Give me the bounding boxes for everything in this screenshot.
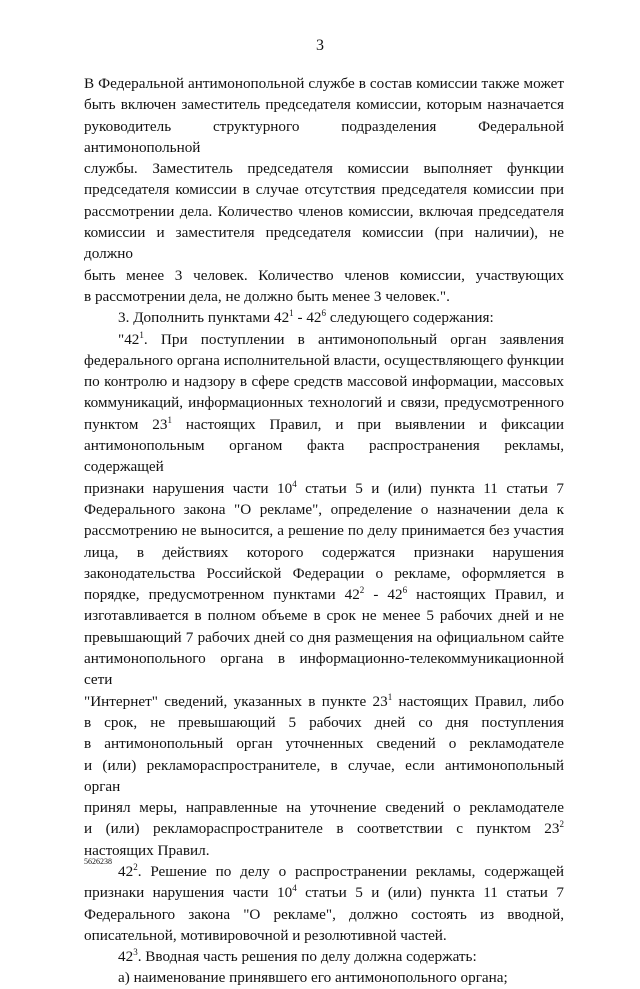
document-body: [84, 73, 564, 989]
text-line: принял меры, направленные на уточнение сведений о рекламодателе: [84, 799, 564, 817]
text-line: Федерального закона "О рекламе", определение о назначении дела к: [84, 500, 564, 518]
text-line: признаки нарушения части $10^4$ статьи 5 и (или) пункта 11 статьи 7: [84, 478, 564, 497]
text-line: коммуникаций, информационных технологий и связи, предусмотренного: [84, 394, 564, 412]
text-line: 3. Дополнить пунктами $42^1 - 42^6$ следующего содержания:: [118, 308, 494, 327]
text-line: В Федеральной антимонопольной службе в состав комиссии также может: [84, 75, 564, 92]
text-line: изготавливается в полном объеме в срок не менее 5 рабочих дней и не: [84, 607, 564, 625]
text-line: в рассмотрении дела, не должно быть менее 3 человек.".: [84, 287, 450, 305]
text-line: "$42^1$. При поступлении в антимонопольный орган заявления: [118, 329, 564, 348]
text-line: антимонопольным органом факта распространения рекламы, содержащей: [84, 437, 564, 476]
text-line: рассмотрению не выносится, а решение по делу принимается без участия: [84, 522, 564, 540]
text-line: признаки нарушения части $10^4$ статьи 5 и (или) пункта 11 статьи 7: [84, 883, 564, 902]
page-number: 3: [316, 37, 324, 54]
text-line: комиссии и заместителя председателя комиссии (при наличии), не должно: [84, 224, 564, 263]
text-line: рассмотрении дела. Количество членов комиссии, включая председателя: [84, 202, 564, 220]
text-line: пунктом $23^1$ настоящих Правил, и при выявлении и фиксации: [84, 414, 564, 433]
text-line: а) наименование принявшего его антимонопольного органа;: [118, 969, 508, 987]
text-line: в антимонопольный орган уточненных сведений о рекламодателе: [84, 735, 564, 753]
text-line: "Интернет" сведений, указанных в пункте $23^1$ настоящих Правил, либо: [84, 691, 564, 710]
text-line: лица, в действиях которого содержатся признаки нарушения: [84, 543, 564, 561]
text-line: $42^3$. Вводная часть решения по делу должна содержать:: [118, 947, 477, 966]
text-line: $42^2$. Решение по делу о распространении рекламы, содержащей: [118, 861, 564, 880]
text-line: службы. Заместитель председателя комиссии выполняет функции: [84, 160, 564, 178]
text-line: по контролю и надзору в сфере средств массовой информации, массовых: [84, 373, 564, 391]
text-line: руководитель структурного подразделения Федеральной антимонопольной: [84, 117, 564, 156]
text-line: и (или) рекламораспространителе в соответствии с пунктом $23^2$: [84, 819, 564, 838]
text-line: в срок, не превышающий 5 рабочих дней со дня поступления: [84, 713, 564, 731]
text-line: быть менее 3 человек. Количество членов комиссии, участвующих: [84, 266, 564, 284]
text-line: и (или) рекламораспространителе, в случае, если антимонопольный орган: [84, 756, 564, 795]
text-line: председателя комиссии в случае отсутствия председателя комиссии при: [84, 181, 564, 199]
text-line: быть включен заместитель председателя комиссии, которым назначается: [84, 96, 564, 114]
document-code: 5626238: [84, 857, 112, 866]
text-line: превышающий 7 рабочих дней со дня размещения на официальном сайте: [84, 628, 564, 646]
text-line: Федерального закона "О рекламе", должно состоять из вводной,: [84, 905, 564, 923]
text-line: настоящих Правил.: [84, 841, 210, 859]
text-line: федерального органа исполнительной власти, осуществляющего функции: [84, 351, 564, 369]
text-line: порядке, предусмотренном пунктами $42^2 - 42^6$ настоящих Правил, и: [84, 585, 564, 604]
text-line: описательной, мотивировочной и резолютивной частей.: [84, 926, 447, 944]
text-line: антимонопольного органа в информационно-телекоммуникационной сети: [84, 650, 564, 689]
text-line: законодательства Российской Федерации о рекламе, оформляется в: [84, 564, 564, 582]
